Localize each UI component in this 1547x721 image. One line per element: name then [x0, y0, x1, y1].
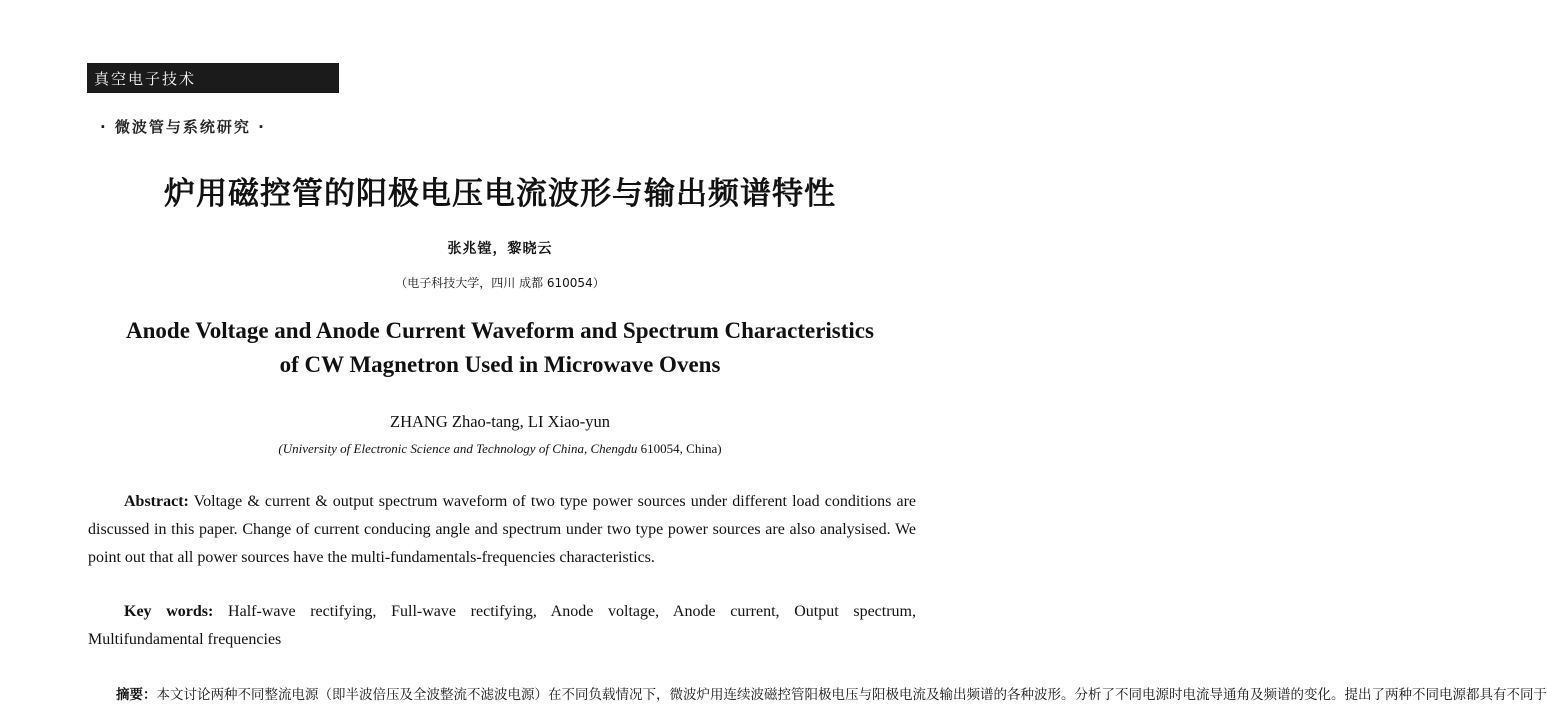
english-affiliation-institution: (University of Electronic Science and Technology of China, Chengdu	[278, 441, 638, 456]
chinese-title: 炉用磁控管的阳极电压电流波形与输出频谱特性	[164, 176, 836, 212]
journal-banner	[87, 63, 339, 93]
section-tag: · 微波管与系统研究 ·	[100, 118, 266, 136]
keywords-text: Half-wave rectifying, Full-wave rectifying, Anode voltage, Anode current, Output spectrum, Multifundamental frequencies	[88, 603, 917, 648]
english-title-line2: of CW Magnetron Used in Microwave Ovens	[279, 352, 721, 377]
english-affiliation	[0, 441, 1000, 457]
english-affiliation-tail: 610054, China)	[640, 441, 722, 456]
english-title-line1: Anode Voltage and Anode Current Waveform and Spectrum Characteristics	[126, 318, 874, 343]
abstract-text: Voltage & current & output spectrum waveform of two type power sources under different load conditions are discussed in this paper. Change of current conducing angle and spectrum under two type power sources are also analysised. We point out that all power sources have the multi-fundamentals-frequencies characteristics.	[88, 493, 916, 566]
abstract-label: Abstract:	[124, 493, 189, 510]
chinese-affiliation: （电子科技大学，四川 成都 610054）	[395, 276, 605, 290]
chinese-abstract-text: 本文讨论两种不同整流电源（即半波倍压及全波整流不滤波电源）在不同负载情况下，微波炉用连续波磁控管阳极电压与阳极电流及输出频谱的各种波形。分析了不同电源时电流导通角及频谱的变化。提出了两种不同电源都具有不同于	[156, 687, 1547, 703]
chinese-abstract	[88, 682, 1547, 708]
keywords-label: Key words:	[124, 603, 214, 620]
english-abstract	[88, 488, 916, 572]
journal-name: 真空电子技术	[94, 69, 197, 88]
chinese-abstract-label: 摘要：	[116, 687, 157, 703]
english-title	[0, 314, 1000, 382]
english-authors: ZHANG Zhao-tang, LI Xiao-yun	[390, 412, 610, 431]
chinese-authors: 张兆镗，黎晓云	[447, 241, 553, 257]
keywords	[88, 598, 916, 654]
